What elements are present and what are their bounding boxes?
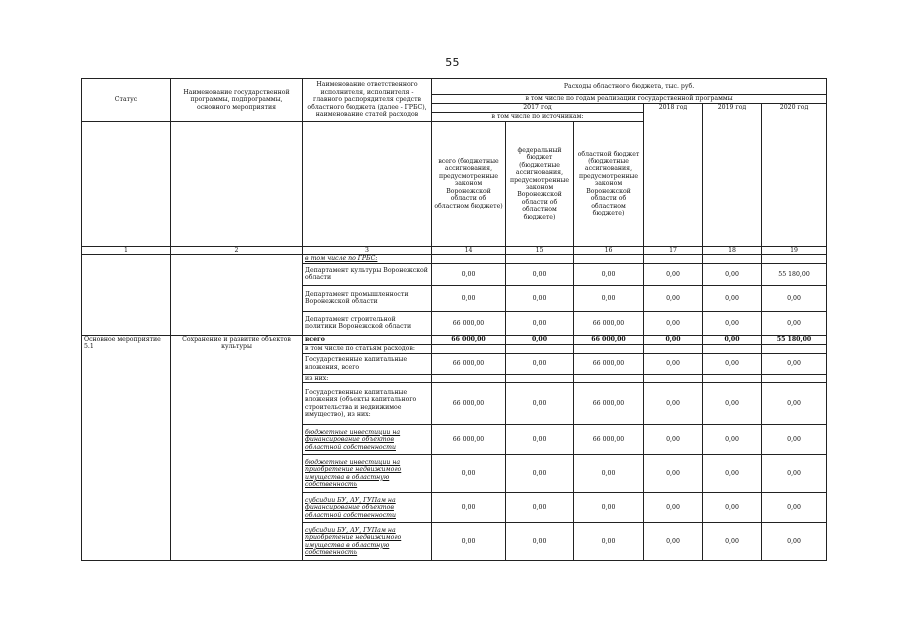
value-cell (762, 374, 827, 382)
column-number: 17 (644, 247, 703, 255)
value-cell: 0,00 (644, 263, 703, 285)
column-number: 14 (432, 247, 506, 255)
value-cell: 0,00 (432, 523, 506, 561)
value-cell (574, 255, 644, 263)
value-cell: 66 000,00 (432, 311, 506, 335)
value-cell (506, 255, 574, 263)
budget-table (81, 78, 827, 561)
row-name: субсидии БУ, АУ, ГУПам на приобретение недвижимого имущества в областную собственность (303, 523, 432, 561)
value-cell (644, 344, 703, 353)
value-cell: 0,00 (644, 285, 703, 311)
value-cell (703, 374, 762, 382)
header-executor-name: Наименование ответственного исполнителя, исполнителя - главного распорядителя средств областного бюджета (далее - ГРБС), наименование статей расходов (303, 79, 432, 122)
value-cell: 0,00 (644, 493, 703, 523)
column-number: 19 (762, 247, 827, 255)
header-status: Статус (82, 79, 171, 122)
value-cell: 0,00 (506, 263, 574, 285)
value-cell: 55 180,00 (762, 335, 827, 344)
value-cell (703, 255, 762, 263)
value-cell (644, 374, 703, 382)
value-cell (703, 344, 762, 353)
header-year-2019: 2019 год (703, 104, 762, 247)
row-name: Департамент промышленности Воронежской области (303, 285, 432, 311)
column-number: 15 (506, 247, 574, 255)
value-cell: 0,00 (762, 285, 827, 311)
value-cell (574, 374, 644, 382)
row-name: Государственные капитальные вложения, всего (303, 353, 432, 374)
value-cell: 0,00 (506, 285, 574, 311)
value-cell: 0,00 (506, 425, 574, 455)
value-cell: 0,00 (703, 425, 762, 455)
column-number: 16 (574, 247, 644, 255)
value-cell: 0,00 (703, 335, 762, 344)
value-cell: 55 180,00 (762, 263, 827, 285)
value-cell: 0,00 (506, 311, 574, 335)
value-cell: 0,00 (703, 263, 762, 285)
table-row (82, 335, 827, 344)
value-cell: 0,00 (644, 353, 703, 374)
value-cell (644, 255, 703, 263)
value-cell: 0,00 (574, 455, 644, 493)
value-cell: 0,00 (574, 523, 644, 561)
value-cell: 0,00 (644, 455, 703, 493)
value-cell: 0,00 (762, 383, 827, 425)
row-name: в том числе по ГРБС: (303, 255, 432, 263)
value-cell: 0,00 (703, 285, 762, 311)
value-cell: 66 000,00 (574, 311, 644, 335)
value-cell (762, 344, 827, 353)
value-cell: 0,00 (574, 285, 644, 311)
row-name: субсидии БУ, АУ, ГУПам на финансирование объектов областной собственности (303, 493, 432, 523)
row-name: бюджетные инвестиции на приобретение недвижимого имущества в областную собственность (303, 455, 432, 493)
column-number: 18 (703, 247, 762, 255)
header-year-2018: 2018 год (644, 104, 703, 247)
value-cell: 66 000,00 (432, 353, 506, 374)
value-cell: 0,00 (703, 455, 762, 493)
program-cell-empty (171, 255, 303, 335)
value-cell: 0,00 (644, 335, 703, 344)
value-cell: 66 000,00 (432, 383, 506, 425)
header-expenses: Расходы областного бюджета, тыс. руб. (432, 79, 827, 95)
value-cell (506, 374, 574, 382)
value-cell: 0,00 (506, 523, 574, 561)
header-by-sources: в том числе по источникам: (432, 113, 644, 122)
value-cell (506, 344, 574, 353)
value-cell: 0,00 (432, 455, 506, 493)
value-cell (432, 374, 506, 382)
value-cell: 0,00 (703, 493, 762, 523)
value-cell: 66 000,00 (574, 353, 644, 374)
header-by-years: в том числе по годам реализации государственной программы (432, 95, 827, 104)
value-cell: 0,00 (506, 383, 574, 425)
value-cell: 0,00 (574, 493, 644, 523)
value-cell: 0,00 (644, 311, 703, 335)
value-cell: 66 000,00 (432, 425, 506, 455)
header-year-2020: 2020 год (762, 104, 827, 247)
header-year-2017: 2017 год (432, 104, 644, 113)
row-name: Департамент культуры Воронежской области (303, 263, 432, 285)
value-cell: 0,00 (574, 263, 644, 285)
row-name: Государственные капитальные вложения (объекты капитального строительства и недвижимое имущество), из них: (303, 383, 432, 425)
header-executor-spacer (303, 122, 432, 247)
value-cell: 66 000,00 (574, 335, 644, 344)
header-regional-col: областной бюджет (бюджетные ассигнования, предусмотренные законом Воронежской области об областном бюджете) (574, 122, 644, 247)
value-cell: 0,00 (506, 353, 574, 374)
row-name: из них: (303, 374, 432, 382)
value-cell: 0,00 (644, 425, 703, 455)
measure-name: Сохранение и развитие объектов культуры (171, 335, 303, 560)
value-cell: 0,00 (506, 493, 574, 523)
status-cell-empty (82, 255, 171, 335)
header-total-col: всего (бюджетные ассигнования, предусмотренные законом Воронежской области об областном бюджете) (432, 122, 506, 247)
value-cell: 0,00 (432, 263, 506, 285)
value-cell (574, 344, 644, 353)
value-cell: 0,00 (432, 285, 506, 311)
value-cell (762, 255, 827, 263)
value-cell: 0,00 (762, 523, 827, 561)
value-cell: 0,00 (703, 311, 762, 335)
value-cell: 0,00 (644, 523, 703, 561)
value-cell (432, 344, 506, 353)
value-cell: 0,00 (703, 523, 762, 561)
header-federal-col: федеральный бюджет (бюджетные ассигнования, предусмотренные законом Воронежской области об областном бюджете) (506, 122, 574, 247)
column-number: 2 (171, 247, 303, 255)
row-name: в том числе по статьям расходов: (303, 344, 432, 353)
column-number: 1 (82, 247, 171, 255)
value-cell: 0,00 (432, 493, 506, 523)
table-row (82, 255, 827, 263)
row-name: Департамент строительной политики Воронежской области (303, 311, 432, 335)
measure-status: Основное мероприятие 5.1 (82, 335, 171, 560)
value-cell: 0,00 (762, 311, 827, 335)
value-cell: 0,00 (703, 383, 762, 425)
value-cell: 0,00 (762, 493, 827, 523)
header-program-name: Наименование государственной программы, подпрограммы, основного мероприятия (171, 79, 303, 122)
value-cell: 0,00 (506, 455, 574, 493)
value-cell: 0,00 (762, 425, 827, 455)
value-cell: 0,00 (644, 383, 703, 425)
row-name: бюджетные инвестиции на финансирование объектов областной собственности (303, 425, 432, 455)
header-program-spacer (171, 122, 303, 247)
value-cell (432, 255, 506, 263)
page-number: 55 (445, 56, 460, 69)
value-cell: 66 000,00 (432, 335, 506, 344)
value-cell: 0,00 (506, 335, 574, 344)
value-cell: 0,00 (762, 353, 827, 374)
value-cell: 0,00 (703, 353, 762, 374)
column-number: 3 (303, 247, 432, 255)
header-status-spacer (82, 122, 171, 247)
value-cell: 66 000,00 (574, 383, 644, 425)
value-cell: 0,00 (762, 455, 827, 493)
row-name: всего (303, 335, 432, 344)
value-cell: 66 000,00 (574, 425, 644, 455)
